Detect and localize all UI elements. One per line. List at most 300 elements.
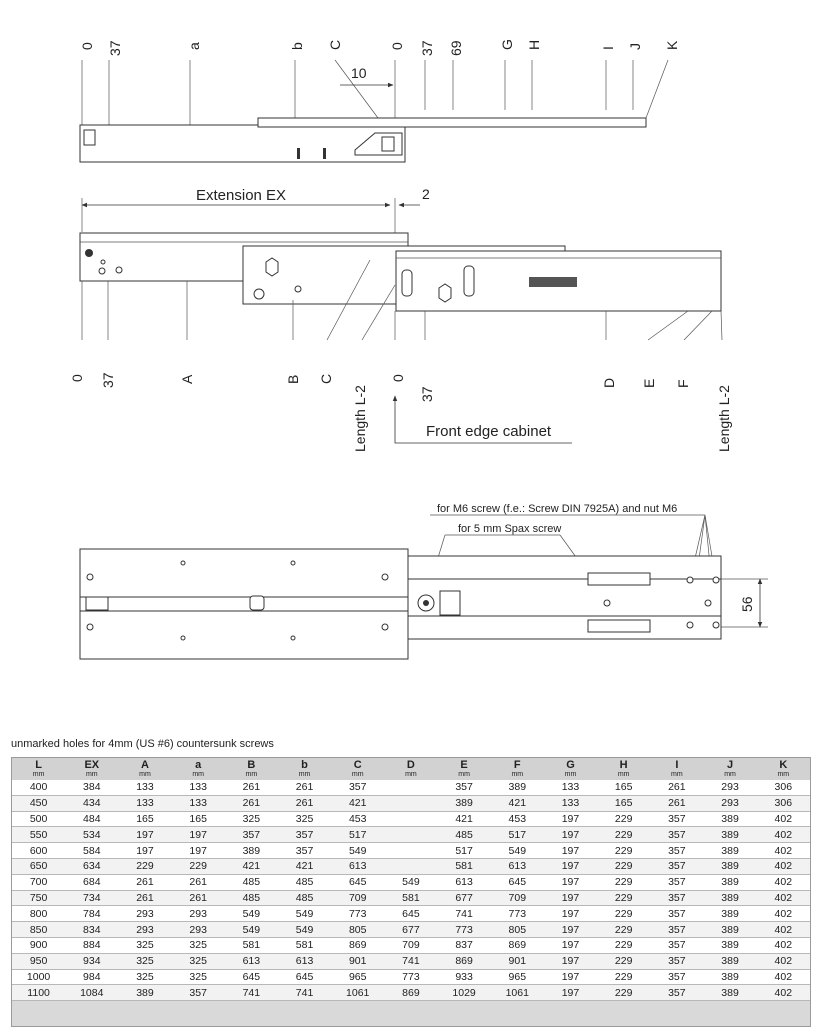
table-cell: 549 — [278, 922, 331, 938]
side-view — [69, 186, 732, 452]
label-top-b: b — [289, 42, 305, 50]
table-cell: 197 — [172, 827, 225, 843]
table-cell: 306 — [757, 780, 810, 795]
table-cell: 613 — [278, 953, 331, 969]
table-cell: 357 — [331, 780, 384, 795]
table-cell: 133 — [118, 795, 171, 811]
table-cell: 229 — [597, 827, 650, 843]
column-name: C — [353, 759, 362, 771]
label-side-37b: 37 — [419, 386, 435, 402]
column-header-f — [491, 758, 544, 780]
table-cell: 901 — [331, 953, 384, 969]
table-cell: 684 — [65, 874, 118, 890]
table-cell: 850 — [12, 922, 65, 938]
table-cell: 229 — [597, 922, 650, 938]
table-cell: 634 — [65, 858, 118, 874]
table-cell: 389 — [703, 811, 756, 827]
column-unit: mm — [245, 771, 258, 778]
table-cell: 741 — [225, 985, 278, 1001]
column-header-l — [12, 758, 65, 780]
table-cell: 773 — [331, 906, 384, 922]
table-cell: 197 — [544, 811, 597, 827]
table-cell: 357 — [650, 811, 703, 827]
label-top-h: H — [526, 39, 542, 50]
table-cell: 229 — [597, 953, 650, 969]
bottom-view-lower-rail — [408, 616, 721, 639]
column-header-e — [438, 758, 491, 780]
label-side-d: D — [601, 377, 617, 388]
table-cell: 133 — [544, 795, 597, 811]
table-cell: 453 — [491, 811, 544, 827]
column-unit: mm — [458, 771, 470, 778]
column-unit: mm — [617, 771, 630, 778]
table-cell: 773 — [491, 906, 544, 922]
table-cell: 549 — [331, 843, 384, 859]
table-body — [12, 780, 810, 1001]
column-name: J — [726, 759, 734, 771]
column-name: B — [247, 759, 256, 771]
column-header-a — [118, 758, 171, 780]
table-cell: 581 — [438, 858, 491, 874]
column-name: I — [675, 759, 679, 771]
table-cell: 901 — [491, 953, 544, 969]
table-cell: 293 — [172, 922, 225, 938]
table-cell: 293 — [118, 922, 171, 938]
table-cell: 389 — [703, 890, 756, 906]
table-cell: 800 — [12, 906, 65, 922]
table-cell: 517 — [438, 843, 491, 859]
table-cell: 325 — [278, 811, 331, 827]
table-cell: 165 — [597, 795, 650, 811]
table-cell: 197 — [544, 937, 597, 953]
table-cell: 402 — [757, 874, 810, 890]
table-cell: 261 — [225, 780, 278, 795]
table-cell: 534 — [65, 827, 118, 843]
column-header-h — [597, 758, 650, 780]
table-cell: 549 — [225, 922, 278, 938]
label-top-i: I — [600, 46, 616, 50]
table-row — [12, 890, 810, 906]
table-cell: 805 — [331, 922, 384, 938]
table-cell: 485 — [278, 874, 331, 890]
bottom-view-lower-plate — [80, 611, 408, 659]
table-cell: 421 — [225, 858, 278, 874]
table-cell: 613 — [438, 874, 491, 890]
table-cell: 549 — [384, 874, 437, 890]
column-header-k — [757, 758, 810, 780]
table-cell: 613 — [225, 953, 278, 969]
column-name: A — [140, 759, 149, 771]
table-row — [12, 953, 810, 969]
table-cell: 421 — [491, 795, 544, 811]
table-cell: 1000 — [12, 969, 65, 985]
table-cell: 389 — [438, 795, 491, 811]
label-top-a: a — [186, 42, 202, 50]
column-name: L — [35, 759, 42, 771]
top-view — [79, 39, 680, 162]
table-cell: 197 — [544, 890, 597, 906]
table-cell: 421 — [438, 811, 491, 827]
top-view-cabinet-rail — [80, 125, 405, 162]
table-cell: 750 — [12, 890, 65, 906]
table-cell: 1061 — [491, 985, 544, 1001]
label-top-0: 0 — [79, 42, 95, 50]
table-cell: 1100 — [12, 985, 65, 1001]
table-cell: 165 — [172, 811, 225, 827]
table-cell: 934 — [65, 953, 118, 969]
table-cell: 357 — [650, 858, 703, 874]
column-name: E — [460, 759, 468, 771]
column-header-g — [544, 758, 597, 780]
extension-label: Extension EX — [196, 187, 287, 204]
table-cell: 613 — [331, 858, 384, 874]
table-cell: 677 — [438, 890, 491, 906]
table-cell: 581 — [278, 937, 331, 953]
table-cell: 357 — [650, 827, 703, 843]
table-cell: 613 — [491, 858, 544, 874]
label-top-0b: 0 — [389, 42, 405, 50]
column-unit: mm — [777, 771, 790, 778]
table-cell: 197 — [544, 953, 597, 969]
table-cell: 389 — [703, 843, 756, 859]
table-cell: 357 — [650, 874, 703, 890]
table-cell: 805 — [491, 922, 544, 938]
table-cell: 197 — [172, 843, 225, 859]
table-cell: 549 — [491, 843, 544, 859]
table-cell: 645 — [278, 969, 331, 985]
table-cell: 741 — [278, 985, 331, 1001]
table-cell: 500 — [12, 811, 65, 827]
column-unit: mm — [192, 771, 204, 778]
table-cell: 357 — [650, 953, 703, 969]
column-name: H — [619, 759, 628, 771]
table-cell: 229 — [597, 890, 650, 906]
table-cell: 645 — [225, 969, 278, 985]
column-header-b — [278, 758, 331, 780]
column-unit: mm — [85, 771, 98, 778]
column-header-i — [650, 758, 703, 780]
table-cell: 197 — [544, 858, 597, 874]
table-row — [12, 874, 810, 890]
label-side-c: C — [318, 373, 334, 384]
table-cell: 357 — [278, 843, 331, 859]
table-cell: 450 — [12, 795, 65, 811]
table-cell: 261 — [278, 780, 331, 795]
table-row — [12, 985, 810, 1001]
table-cell: 357 — [438, 780, 491, 795]
table-cell: 229 — [597, 874, 650, 890]
table-cell: 581 — [384, 890, 437, 906]
table-cell: 402 — [757, 937, 810, 953]
table-cell: 709 — [331, 890, 384, 906]
column-unit: mm — [351, 771, 364, 778]
column-header-j — [703, 758, 756, 780]
column-unit: mm — [298, 771, 311, 778]
table-cell: 325 — [118, 969, 171, 985]
dim-56-label: 56 — [739, 596, 755, 612]
table-cell: 421 — [331, 795, 384, 811]
table-cell: 389 — [703, 906, 756, 922]
column-unit: mm — [32, 771, 45, 778]
table-cell: 133 — [118, 780, 171, 795]
table-cell: 1061 — [331, 985, 384, 1001]
table-cell: 197 — [118, 827, 171, 843]
table-row — [12, 827, 810, 843]
table-cell: 357 — [278, 827, 331, 843]
table-cell: 485 — [278, 890, 331, 906]
table-cell: 645 — [331, 874, 384, 890]
table-cell: 197 — [118, 843, 171, 859]
table-cell: 984 — [65, 969, 118, 985]
label-side-0: 0 — [69, 374, 85, 382]
table-cell: 389 — [703, 953, 756, 969]
table-cell: 261 — [118, 874, 171, 890]
table-cell: 869 — [331, 937, 384, 953]
column-name: a — [195, 759, 202, 771]
table-cell: 357 — [650, 985, 703, 1001]
table-cell: 402 — [757, 843, 810, 859]
table-cell: 402 — [757, 906, 810, 922]
table-row — [12, 811, 810, 827]
front-edge-label: Front edge cabinet — [426, 423, 552, 440]
table-cell: 884 — [65, 937, 118, 953]
table-cell — [384, 780, 437, 795]
table-cell — [384, 858, 437, 874]
holes-note: unmarked holes for 4mm (US #6) countersunk screws — [11, 738, 274, 750]
table-cell — [384, 843, 437, 859]
table-cell: 325 — [172, 953, 225, 969]
table-cell: 709 — [384, 937, 437, 953]
label-top-j: J — [627, 43, 643, 50]
table-cell: 734 — [65, 890, 118, 906]
table-row — [12, 858, 810, 874]
table-cell: 325 — [118, 937, 171, 953]
table-cell: 389 — [703, 827, 756, 843]
table-cell: 402 — [757, 858, 810, 874]
table-cell: 293 — [118, 906, 171, 922]
table-cell: 165 — [597, 780, 650, 795]
column-header-a — [172, 758, 225, 780]
table-cell: 453 — [331, 811, 384, 827]
column-unit: mm — [564, 771, 577, 778]
table-cell: 357 — [650, 922, 703, 938]
table-cell: 402 — [757, 969, 810, 985]
table-cell: 389 — [703, 969, 756, 985]
dimension-table — [11, 757, 811, 1027]
table-cell: 869 — [384, 985, 437, 1001]
label-top-c: C — [327, 39, 343, 50]
table-cell — [384, 795, 437, 811]
table-cell: 306 — [757, 795, 810, 811]
table-cell: 1084 — [65, 985, 118, 1001]
table-cell: 389 — [491, 780, 544, 795]
table-cell: 834 — [65, 922, 118, 938]
table-cell: 517 — [491, 827, 544, 843]
table-cell: 197 — [544, 969, 597, 985]
table-cell: 581 — [225, 937, 278, 953]
table-cell — [384, 827, 437, 843]
column-header-b — [225, 758, 278, 780]
table-cell: 133 — [172, 780, 225, 795]
table-cell: 357 — [650, 969, 703, 985]
table-cell: 261 — [172, 890, 225, 906]
table-cell: 389 — [703, 858, 756, 874]
table-cell: 1029 — [438, 985, 491, 1001]
table-cell: 325 — [172, 937, 225, 953]
table-cell: 402 — [757, 922, 810, 938]
table-cell: 784 — [65, 906, 118, 922]
table-cell: 229 — [597, 985, 650, 1001]
table-cell — [384, 811, 437, 827]
table-cell: 485 — [438, 827, 491, 843]
dim-10-label: 10 — [351, 65, 367, 81]
table-cell: 357 — [650, 890, 703, 906]
table-cell: 229 — [597, 843, 650, 859]
table-cell: 197 — [544, 906, 597, 922]
label-side-a: A — [179, 374, 195, 384]
table-cell: 197 — [544, 827, 597, 843]
bottom-view — [80, 503, 768, 659]
table-cell: 402 — [757, 890, 810, 906]
column-unit: mm — [405, 771, 417, 778]
table-cell: 434 — [65, 795, 118, 811]
top-view-extension-rail — [258, 118, 646, 127]
table-cell: 229 — [118, 858, 171, 874]
table-cell: 549 — [225, 906, 278, 922]
column-name: b — [301, 759, 308, 771]
label-top-g: G — [499, 39, 515, 50]
table-cell: 402 — [757, 953, 810, 969]
side-view-labels — [69, 372, 732, 452]
table-cell: 965 — [331, 969, 384, 985]
table-row — [12, 843, 810, 859]
table-cell: 325 — [172, 969, 225, 985]
table-cell: 400 — [12, 780, 65, 795]
table-cell: 389 — [703, 874, 756, 890]
table-cell: 389 — [225, 843, 278, 859]
table-cell: 197 — [544, 843, 597, 859]
table-cell: 357 — [172, 985, 225, 1001]
table-cell: 261 — [225, 795, 278, 811]
table-cell: 965 — [491, 969, 544, 985]
table-cell: 933 — [438, 969, 491, 985]
column-name: K — [779, 759, 788, 771]
table-cell: 869 — [491, 937, 544, 953]
table-cell: 421 — [278, 858, 331, 874]
table-cell: 229 — [597, 906, 650, 922]
table-cell: 600 — [12, 843, 65, 859]
label-top-69: 69 — [448, 40, 464, 56]
table-cell: 645 — [491, 874, 544, 890]
table-cell: 950 — [12, 953, 65, 969]
table-cell: 709 — [491, 890, 544, 906]
table-cell: 261 — [650, 780, 703, 795]
table-cell: 229 — [172, 858, 225, 874]
column-header-ex — [65, 758, 118, 780]
label-top-k: K — [664, 40, 680, 50]
column-header-c — [331, 758, 384, 780]
table-cell: 773 — [438, 922, 491, 938]
table-cell: 550 — [12, 827, 65, 843]
table-cell: 197 — [544, 985, 597, 1001]
table-cell: 133 — [172, 795, 225, 811]
table-header-row — [12, 758, 810, 780]
column-name: F — [513, 759, 521, 771]
column-unit: mm — [511, 771, 524, 778]
table-cell: 293 — [172, 906, 225, 922]
side-view-hex-screw-2 — [439, 284, 451, 302]
table-cell: 229 — [597, 858, 650, 874]
table-row — [12, 937, 810, 953]
brand-logo-mark — [529, 277, 577, 287]
table-cell: 261 — [118, 890, 171, 906]
table-cell: 402 — [757, 827, 810, 843]
label-side-length-1: Length L-2 — [352, 385, 368, 452]
table-cell: 650 — [12, 858, 65, 874]
table-cell: 325 — [118, 953, 171, 969]
top-view-labels — [79, 39, 680, 56]
table-cell: 293 — [703, 780, 756, 795]
table-cell: 900 — [12, 937, 65, 953]
table-cell: 133 — [544, 780, 597, 795]
table-cell: 357 — [650, 906, 703, 922]
label-side-b: B — [285, 374, 301, 384]
column-unit: mm — [671, 771, 683, 778]
table-cell: 700 — [12, 874, 65, 890]
table-cell: 165 — [118, 811, 171, 827]
table-cell: 485 — [225, 890, 278, 906]
label-side-37: 37 — [100, 372, 116, 388]
table-cell: 229 — [597, 969, 650, 985]
m6-note: for M6 screw (f.e.: Screw DIN 7925A) and nut M6 — [437, 503, 678, 515]
bottom-view-upper-rail — [408, 556, 721, 579]
table-cell: 584 — [65, 843, 118, 859]
table-cell: 261 — [172, 874, 225, 890]
table-cell: 741 — [384, 953, 437, 969]
label-top-37b: 37 — [419, 40, 435, 56]
table-cell: 357 — [650, 937, 703, 953]
table-cell: 261 — [650, 795, 703, 811]
column-name: D — [406, 759, 415, 771]
label-side-length-2: Length L-2 — [716, 385, 732, 452]
table-cell: 549 — [278, 906, 331, 922]
table-row — [12, 780, 810, 795]
table-cell: 773 — [384, 969, 437, 985]
table-row — [12, 795, 810, 811]
table-cell: 325 — [225, 811, 278, 827]
column-name: G — [566, 759, 575, 771]
table-cell: 197 — [544, 922, 597, 938]
column-name: EX — [84, 759, 100, 771]
table-cell: 741 — [438, 906, 491, 922]
table-cell: 357 — [225, 827, 278, 843]
table-cell: 389 — [118, 985, 171, 1001]
table-cell: 229 — [597, 811, 650, 827]
label-side-0b: 0 — [390, 374, 406, 382]
table-cell: 484 — [65, 811, 118, 827]
table-row — [12, 922, 810, 938]
table-cell: 837 — [438, 937, 491, 953]
column-header-d — [384, 758, 437, 780]
column-unit: mm — [724, 771, 736, 778]
table-cell: 645 — [384, 906, 437, 922]
table-cell: 389 — [703, 985, 756, 1001]
table-cell: 389 — [703, 937, 756, 953]
table-cell: 402 — [757, 985, 810, 1001]
table-cell: 869 — [438, 953, 491, 969]
spax-note: for 5 mm Spax screw — [458, 523, 562, 535]
table-cell: 197 — [544, 874, 597, 890]
